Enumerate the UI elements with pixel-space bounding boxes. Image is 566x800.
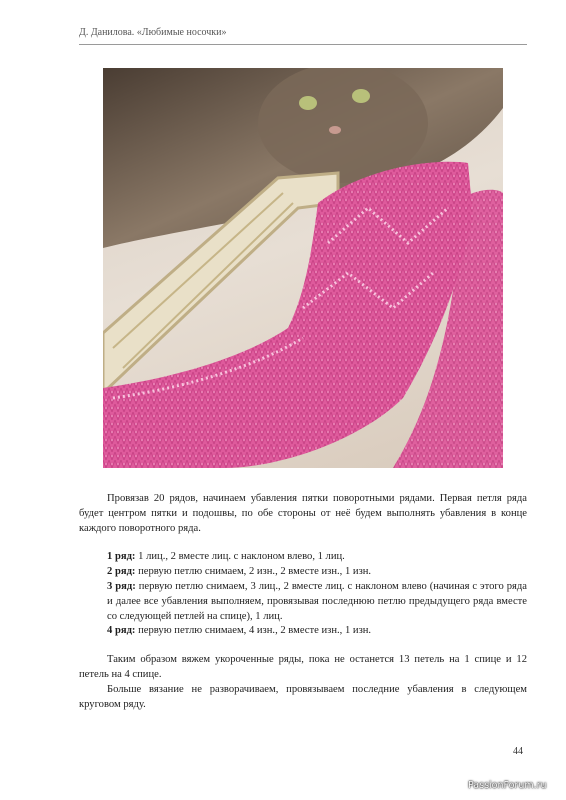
row-instruction-1: 1 ряд: 1 лиц., 2 вместе лиц. с наклоном влево, 1 лиц. xyxy=(107,551,345,563)
cat-head xyxy=(258,68,428,183)
photo-illustration xyxy=(103,68,503,468)
watermark: PassionForum.ru xyxy=(468,780,547,791)
intro-paragraph: Провязав 20 рядов, начинаем убавления пятки поворотными рядами. Первая петля ряда будет центром пятки и подошвы, по обе стороны от неё будем выполнять убавления в конце каждого поворотного ряда. xyxy=(79,493,527,534)
closing-paragraph-2: Больше вязание не разворачиваем, провязываем последние убавления в следующем круговом ряду. xyxy=(79,683,527,710)
running-header: Д. Данилова. «Любимые носочки» xyxy=(79,27,527,45)
row-instruction-2: 2 ряд: первую петлю снимаем, 2 изн., 2 вместе изн., 1 изн. xyxy=(107,566,372,578)
closing-paragraph-1: Таким образом вяжем укороченные ряды, пока не останется 13 петель на 1 спице и 12 петель на 4 спице. xyxy=(79,654,527,680)
body-text xyxy=(79,492,527,712)
cat-nose xyxy=(329,126,341,134)
knitted-socks-photo xyxy=(103,68,503,468)
cat-eye-left xyxy=(299,96,317,110)
row-instruction-4: 4 ряд: первую петлю снимаем, 4 изн., 2 вместе изн., 1 изн. xyxy=(107,625,372,637)
page-number: 44 xyxy=(513,746,523,757)
row-instruction-3: 3 ряд: первую петлю снимаем, 3 лиц., 2 вместе лиц. с наклоном влево (начиная с этого ряда и далее все убавления выполняем, провязывая последнюю петлю предыдущего ряда вместе со следующей петлей на спице), 1 лиц. xyxy=(107,580,527,622)
cat-eye-right xyxy=(352,89,370,103)
